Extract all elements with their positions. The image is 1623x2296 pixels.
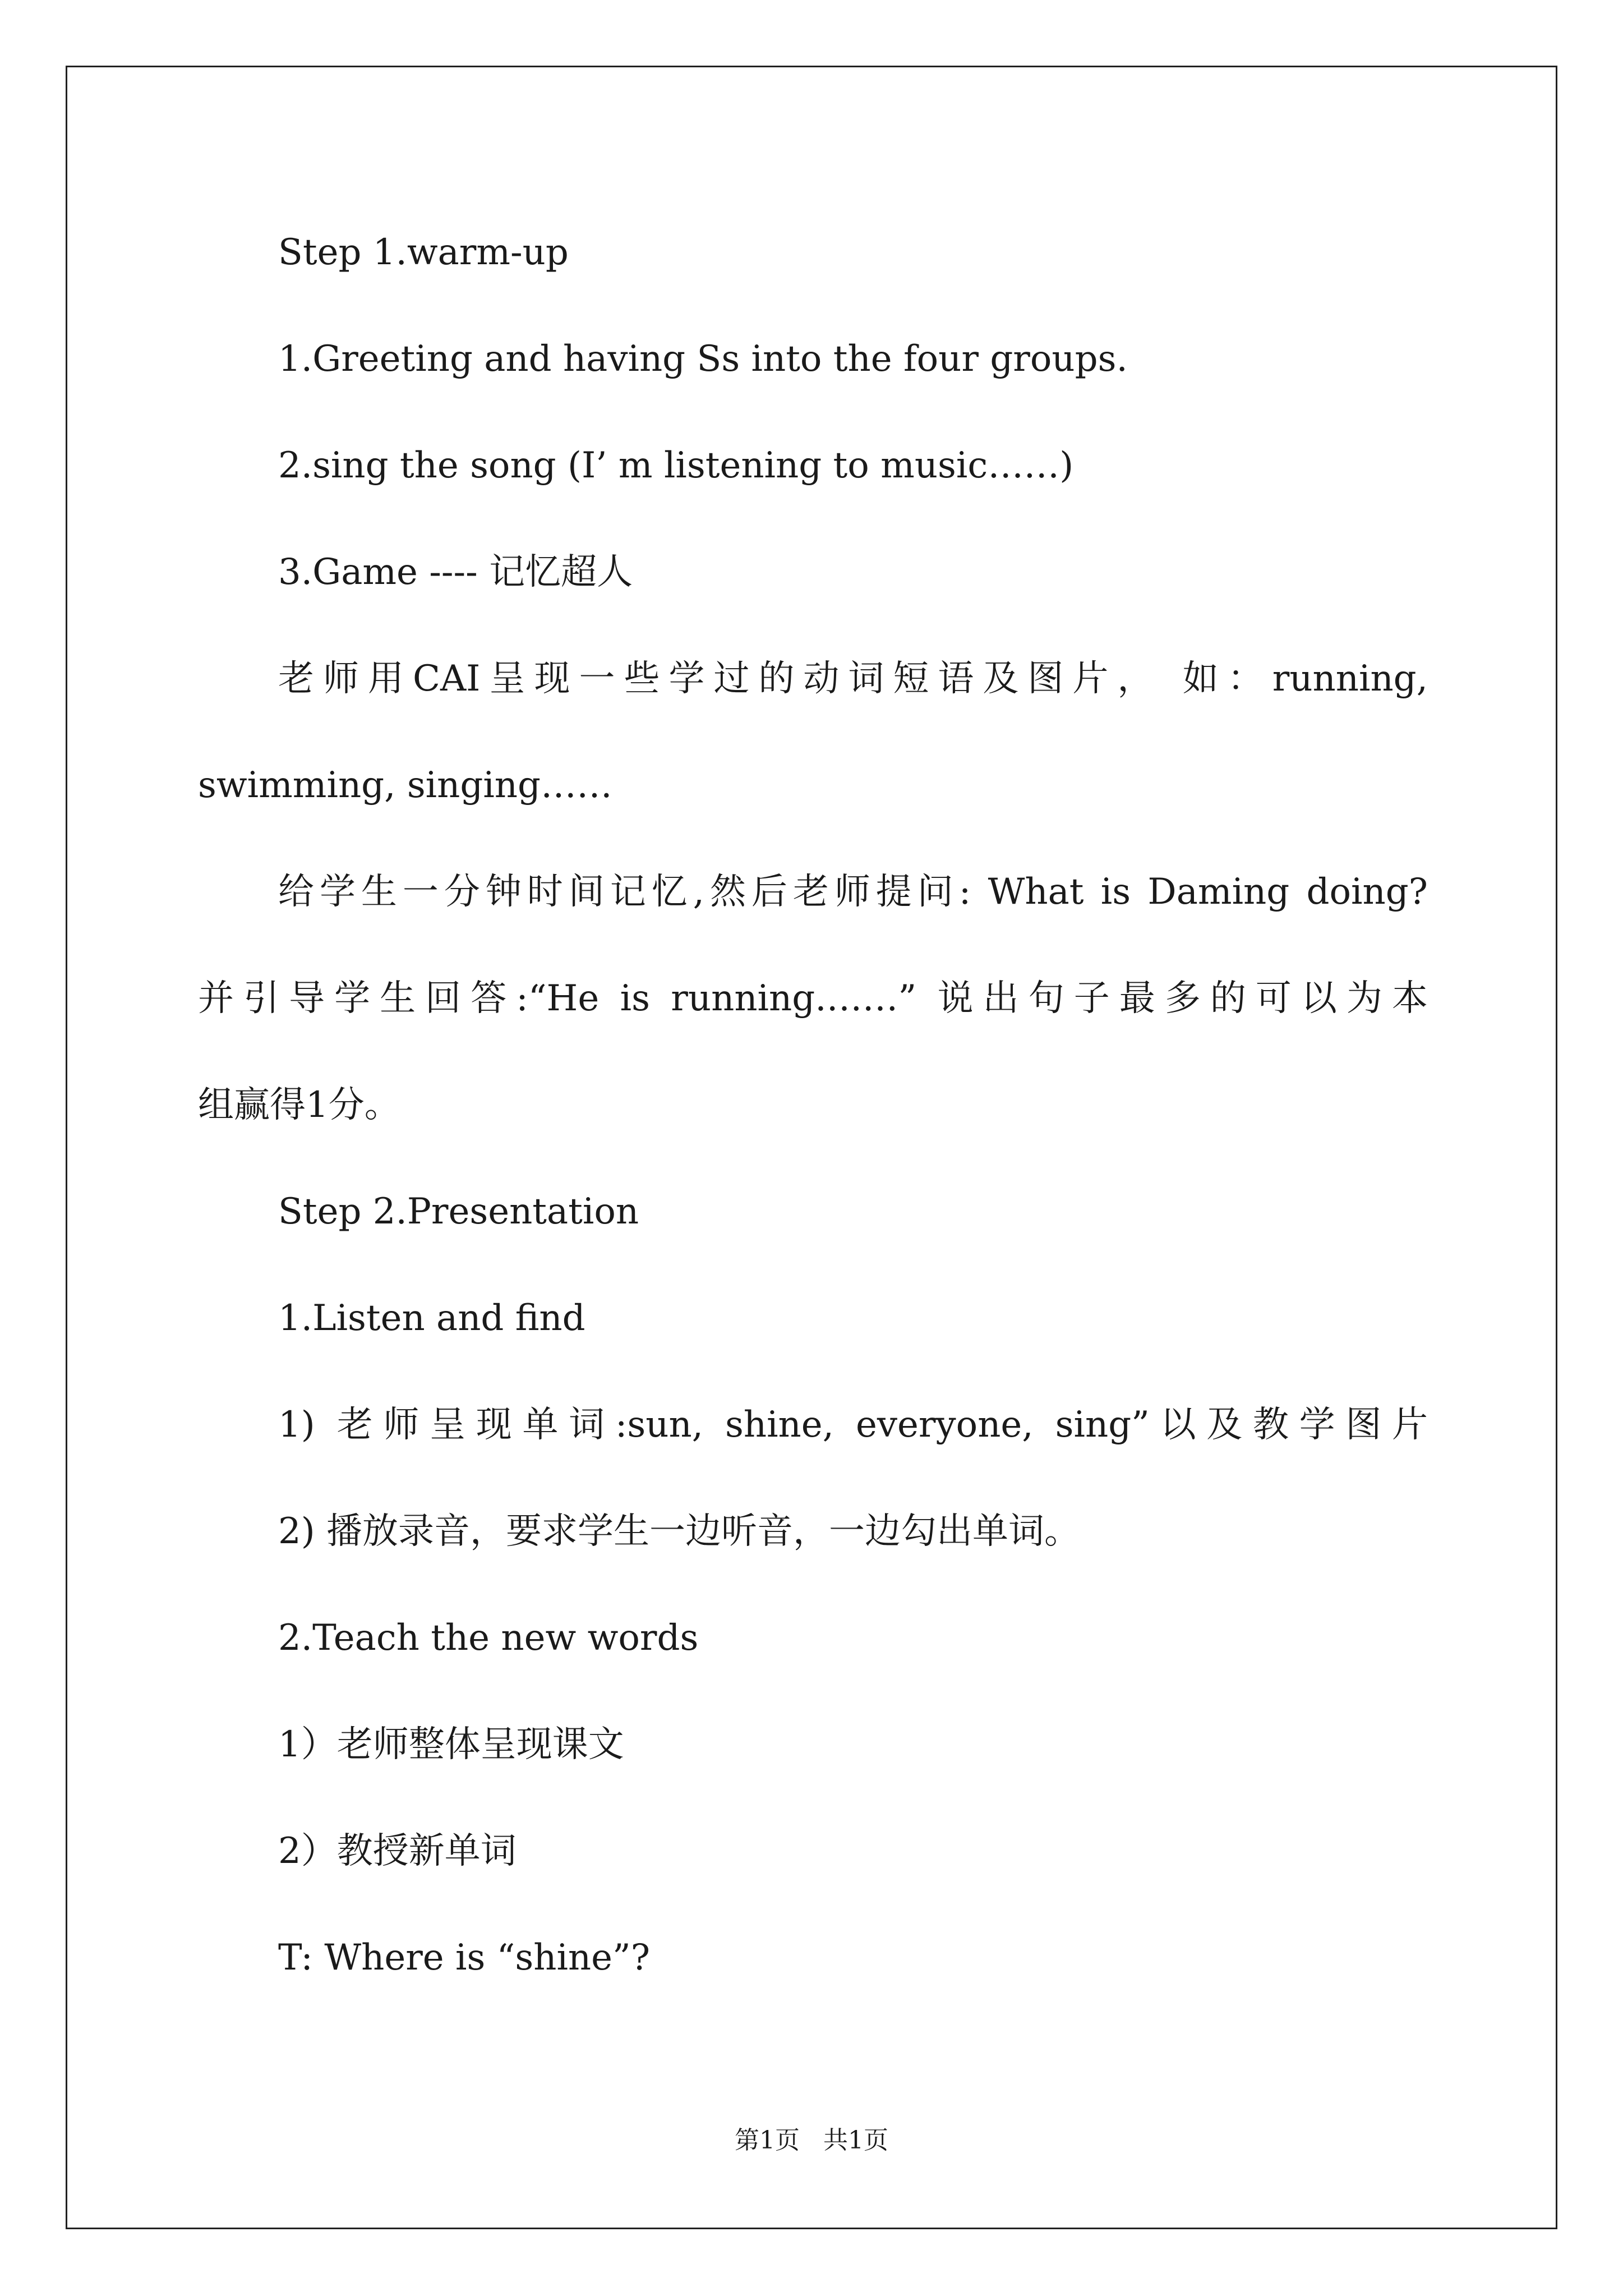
heading-step1: Step 1.warm-up — [278, 232, 569, 273]
text-line: 1）老师整体呈现课文 — [278, 1724, 624, 1765]
text-line: 1) 老师呈现单词:sun, shine, everyone, sing”以及教学图片 — [278, 1404, 1428, 1446]
page-number-footer: 第1页 共1页 — [735, 2126, 888, 2155]
text-line: 给学生一分钟时间记忆,然后老师提问: What is Daming doing? — [278, 871, 1428, 913]
text-line: T: Where is “shine”? — [278, 1937, 651, 1978]
heading-step2: Step 2.Presentation — [278, 1191, 639, 1232]
text-line: swimming, singing…… — [198, 765, 612, 806]
text-line: 2.Teach the new words — [278, 1617, 699, 1659]
text-line: 组赢得1分。 — [198, 1084, 400, 1126]
text-line: 2.sing the song (I’ m listening to music……) — [278, 445, 1074, 486]
text-line: 2）教授新单词 — [278, 1830, 517, 1872]
text-line: 1.Listen and find — [278, 1297, 585, 1339]
text-line: 3.Game ---- 记忆超人 — [278, 551, 633, 593]
text-line: 老师用CAI呈现一些学过的动词短语及图片， 如：running, — [278, 658, 1428, 700]
text-line: 1.Greeting and having Ss into the four groups. — [278, 338, 1128, 380]
text-line: 并引导学生回答:“He is running.……” 说出句子最多的可以为本 — [198, 978, 1428, 1019]
text-line: 2) 播放录音，要求学生一边听音，一边勾出单词。 — [278, 1511, 1081, 1552]
page-border — [66, 66, 1557, 2229]
